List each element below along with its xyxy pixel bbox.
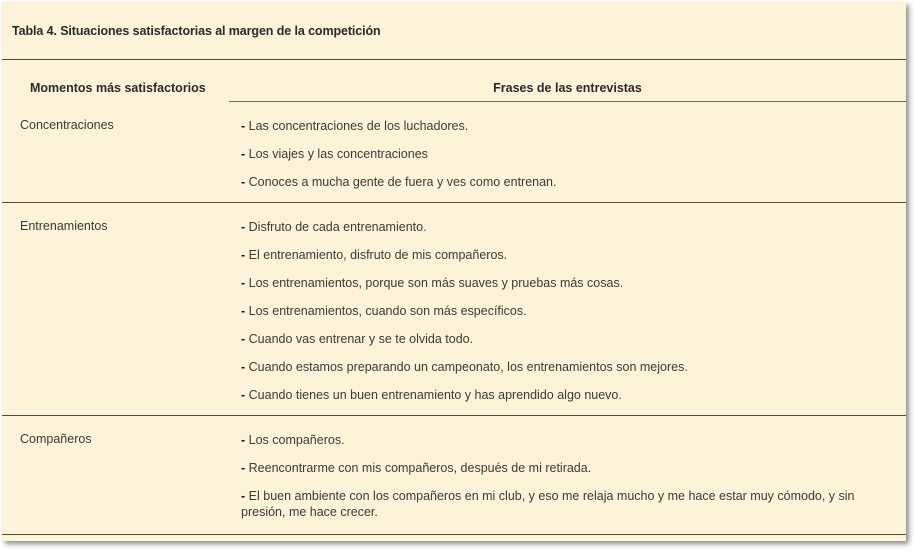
bullet-dash: - [241,360,246,374]
phrase-text: El entrenamiento, disfruto de mis compañeros. [248,248,508,262]
bullet-dash: - [241,304,246,318]
phrase-text: Las concentraciones de los luchadores. [248,119,469,133]
group-rule [2,415,906,416]
phrase-item [241,488,886,520]
bullet-dash: - [241,433,246,447]
category-companeros: Compañeros [20,432,92,446]
category-entrenamientos: Entrenamientos [20,219,108,233]
phrase-item [241,247,886,263]
bullet-dash: - [241,220,246,234]
phrase-item [241,387,886,403]
table-caption: Tabla 4. Situaciones satisfactorias al margen de la competición [12,24,381,38]
phrase-item [241,331,886,347]
phrase-item [241,146,886,162]
phrase-item [241,275,886,291]
phrase-text: El buen ambiente con los compañeros en mi club, y eso me relaja mucho y me hace estar muy cómodo, y sin presión, me hace crecer. [241,489,855,519]
phrase-item [241,359,886,375]
table-card [2,2,906,541]
group-rule [2,202,906,203]
bullet-dash: - [241,147,246,161]
header-moments: Momentos más satisfactorios [30,81,206,95]
bullet-dash: - [241,388,246,402]
phrase-text: Reencontrarme con mis compañeros, después de mi retirada. [248,461,592,475]
phrase-text: Los entrenamientos, porque son más suaves y pruebas más cosas. [248,276,624,290]
bullet-dash: - [241,332,246,346]
phrase-item [241,460,886,476]
bullet-dash: - [241,248,246,262]
phrase-text: Disfruto de cada entrenamiento. [248,220,427,234]
phrase-text: Cuando vas entrenar y se te olvida todo. [248,332,474,346]
phrase-item [241,174,886,190]
phrase-item [241,118,886,134]
caption-rule [2,59,906,60]
header-phrases: Frases de las entrevistas [493,81,642,95]
bullet-dash: - [241,461,246,475]
header-rule [229,101,906,102]
bullet-dash: - [241,175,246,189]
phrase-text: Los compañeros. [248,433,345,447]
phrase-item [241,432,886,448]
phrase-text: Conoces a mucha gente de fuera y ves como entrenan. [248,175,557,189]
bullet-dash: - [241,119,246,133]
bullet-dash: - [241,489,246,503]
bottom-rule [2,534,906,535]
phrase-item [241,303,886,319]
bullet-dash: - [241,276,246,290]
phrase-text: Los entrenamientos, cuando son más específicos. [248,304,527,318]
phrase-text: Cuando estamos preparando un campeonato, los entrenamientos son mejores. [248,360,688,374]
phrase-text: Cuando tienes un buen entrenamiento y has aprendido algo nuevo. [248,388,622,402]
phrase-text: Los viajes y las concentraciones [248,147,428,161]
category-concentraciones: Concentraciones [20,118,114,132]
phrase-item [241,219,886,235]
